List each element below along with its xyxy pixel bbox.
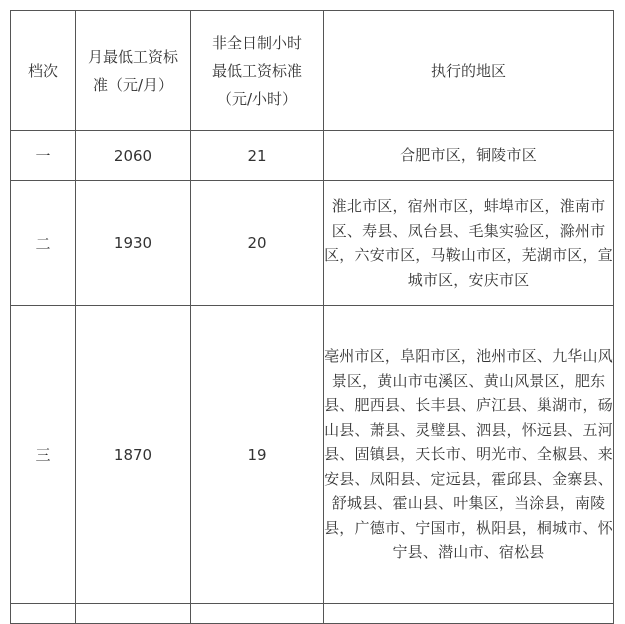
hourly-wage-cell: 19 xyxy=(191,306,324,604)
header-monthly-wage xyxy=(76,11,191,131)
monthly-wage-cell: 2060 xyxy=(76,131,191,181)
hourly-wage-cell xyxy=(191,604,324,624)
header-regions-label: 执行的地区 xyxy=(430,61,506,80)
hourly-wage-cell: 21 xyxy=(191,131,324,181)
header-grade-label: 档次 xyxy=(27,61,58,80)
table-row xyxy=(11,181,614,306)
table-row-partial xyxy=(11,604,614,624)
regions-text: 合肥市区，铜陵市区 xyxy=(400,146,537,165)
regions-text: 亳州市区，阜阳市区，池州市区、九华山风景区，黄山市屯溪区、黄山风景区，肥东县、肥西县、长丰县、庐江县、巢湖市，砀山县、萧县、灵璧县、泗县，怀远县、五河县、固镇县，天长市、明光市、全椒县、来安县、凤阳县、定远县，霍邱县、金寨县、舒城县、霍山县、叶集区，当涂县，南陵县，广德市、宁国市，枞阳县，桐城市、怀宁县、潜山市、宿松县 xyxy=(324,347,613,562)
header-hourly-line-2: 最低工资标准 xyxy=(211,61,302,80)
header-monthly-wage-label: 月最低工资标准（元/月） xyxy=(87,47,178,94)
header-row xyxy=(11,11,614,131)
regions-cell xyxy=(324,306,614,604)
header-hourly-line-3: （元/小时） xyxy=(216,89,298,108)
minimum-wage-table xyxy=(10,10,614,624)
regions-cell xyxy=(324,131,614,181)
table-row xyxy=(11,131,614,181)
header-regions xyxy=(324,11,614,131)
grade-cell: 一 xyxy=(11,131,76,181)
grade-cell xyxy=(11,604,76,624)
monthly-wage-cell: 1870 xyxy=(76,306,191,604)
hourly-wage-cell: 20 xyxy=(191,181,324,306)
regions-cell xyxy=(324,604,614,624)
monthly-wage-cell xyxy=(76,604,191,624)
header-hourly-wage xyxy=(191,11,324,131)
monthly-wage-cell: 1930 xyxy=(76,181,191,306)
grade-cell: 二 xyxy=(11,181,76,306)
regions-text: 淮北市区，宿州市区，蚌埠市区，淮南市区、寿县、凤台县、毛集实验区，滁州市区，六安市区，马鞍山市区，芜湖市区，宣城市区，安庆市区 xyxy=(324,197,613,289)
header-hourly-line-1: 非全日制小时 xyxy=(211,33,302,52)
table-row xyxy=(11,306,614,604)
grade-cell: 三 xyxy=(11,306,76,604)
regions-cell xyxy=(324,181,614,306)
header-hourly-wage-label xyxy=(197,29,317,113)
header-grade xyxy=(11,11,76,131)
